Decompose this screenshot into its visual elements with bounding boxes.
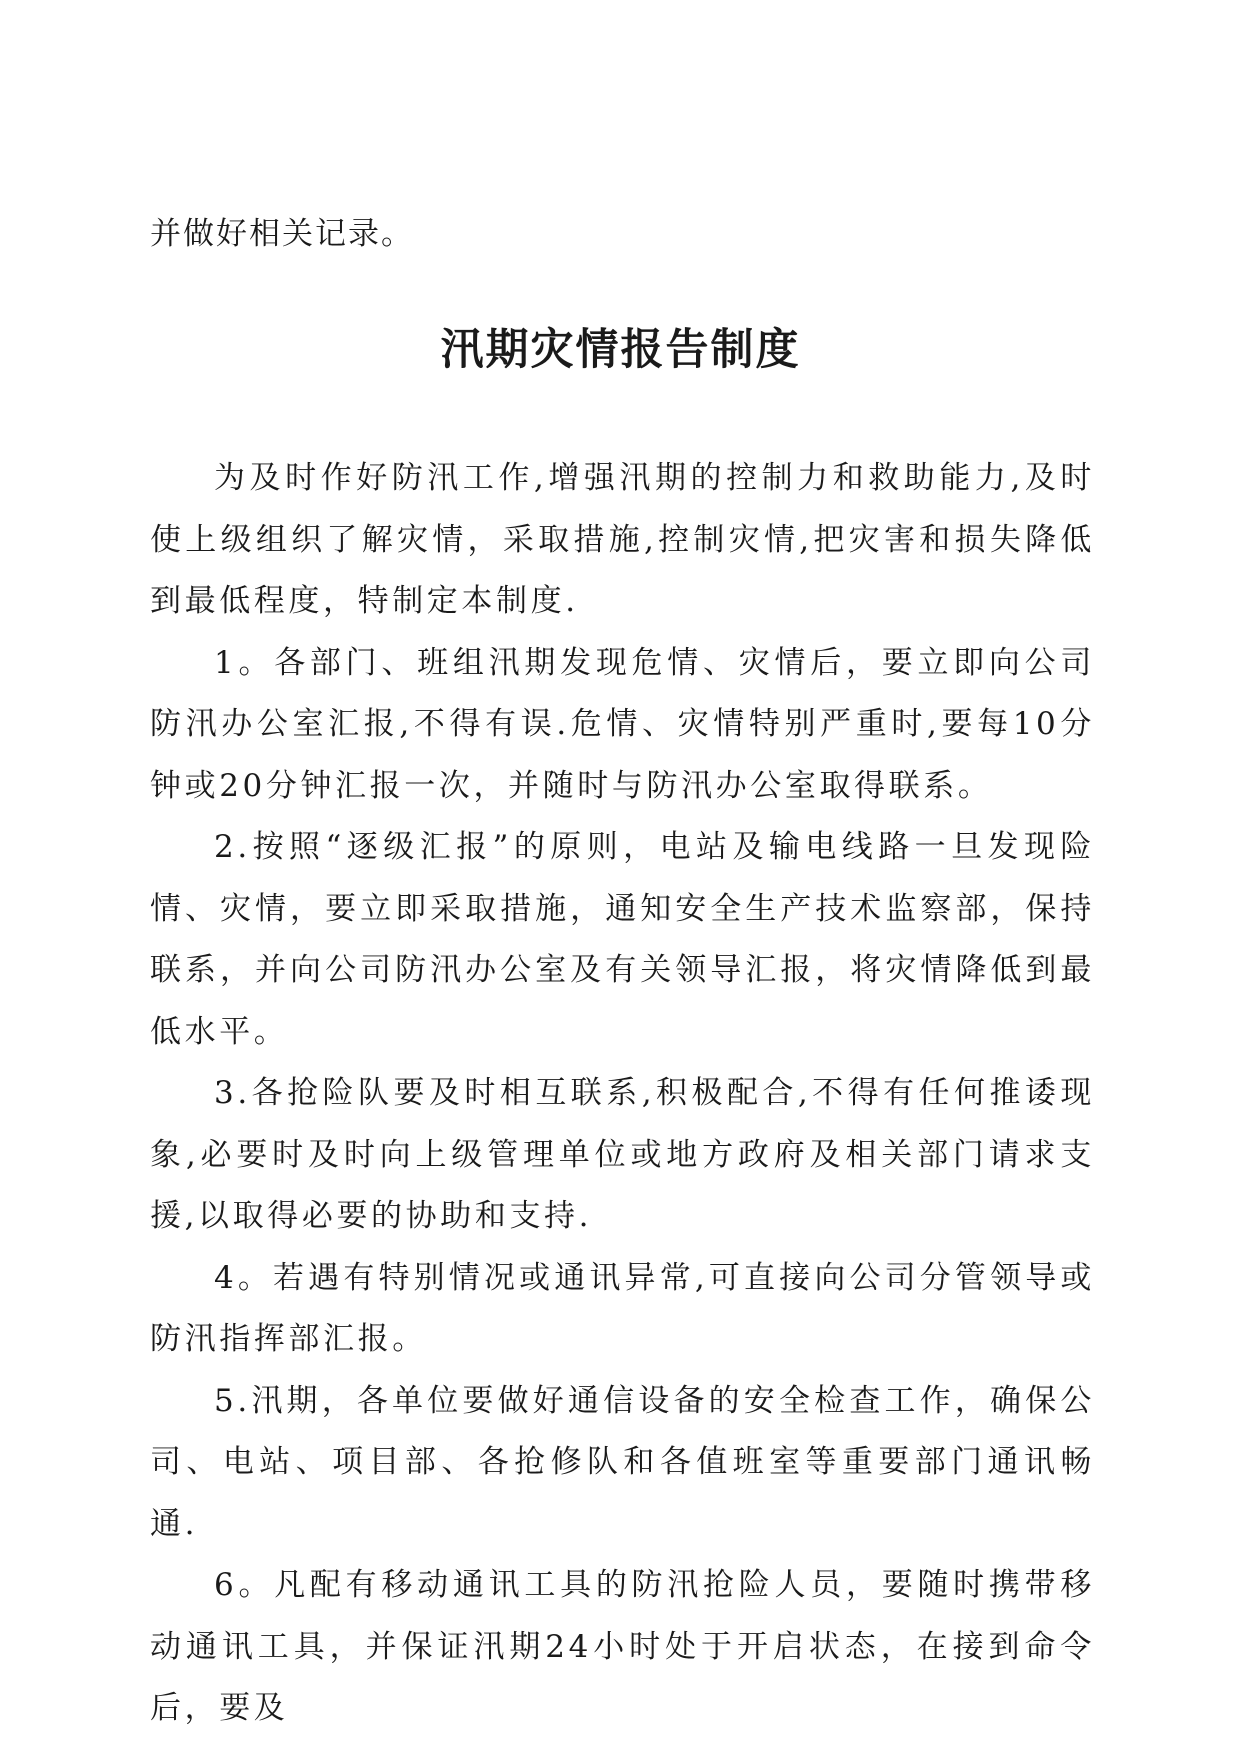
clause-1-paragraph: 1。各部门、班组汛期发现危情、灾情后，要立即向公司防汛办公室汇报,不得有误.危情、灾情特别严重时,要每10分钟或20分钟汇报一次，并随时与防汛办公室取得联系。: [150, 644, 1095, 804]
clause-2-paragraph: 2.按照“逐级汇报”的原则，电站及输电线路一旦发现险情、灾情，要立即采取措施，通知安全生产技术监察部，保持联系，并向公司防汛办公室及有关领导汇报，将灾情降低到最低水平。: [150, 829, 1095, 1050]
intro-paragraph: 为及时作好防汛工作,增强汛期的控制力和救助能力,及时使上级组织了解灾情，采取措施,控制灾情,把灾害和损失降低到最低程度，特制定本制度.: [150, 460, 1095, 619]
clause-5-paragraph: 5.汛期，各单位要做好通信设备的安全检查工作，确保公司、电站、项目部、各抢修队和各值班室等重要部门通讯畅通.: [150, 1382, 1095, 1542]
document-title: 汛期灾情报告制度: [440, 325, 801, 375]
clause-4-paragraph: 4。若遇有特别情况或通讯异常,可直接向公司分管领导或防汛指挥部汇报。: [150, 1259, 1095, 1357]
continuation-text: 并做好相关记录。: [150, 216, 414, 252]
clause-3-paragraph: 3.各抢险队要及时相互联系,积极配合,不得有任何推诿现象,必要时及时向上级管理单位或地方政府及相关部门请求支援,以取得必要的协助和支持.: [150, 1075, 1095, 1234]
document-body: [150, 448, 1095, 1740]
clause-6-paragraph: 6。凡配有移动通讯工具的防汛抢险人员，要随时携带移动通讯工具，并保证汛期24小时处于开启状态，在接到命令后，要及: [150, 1567, 1095, 1726]
